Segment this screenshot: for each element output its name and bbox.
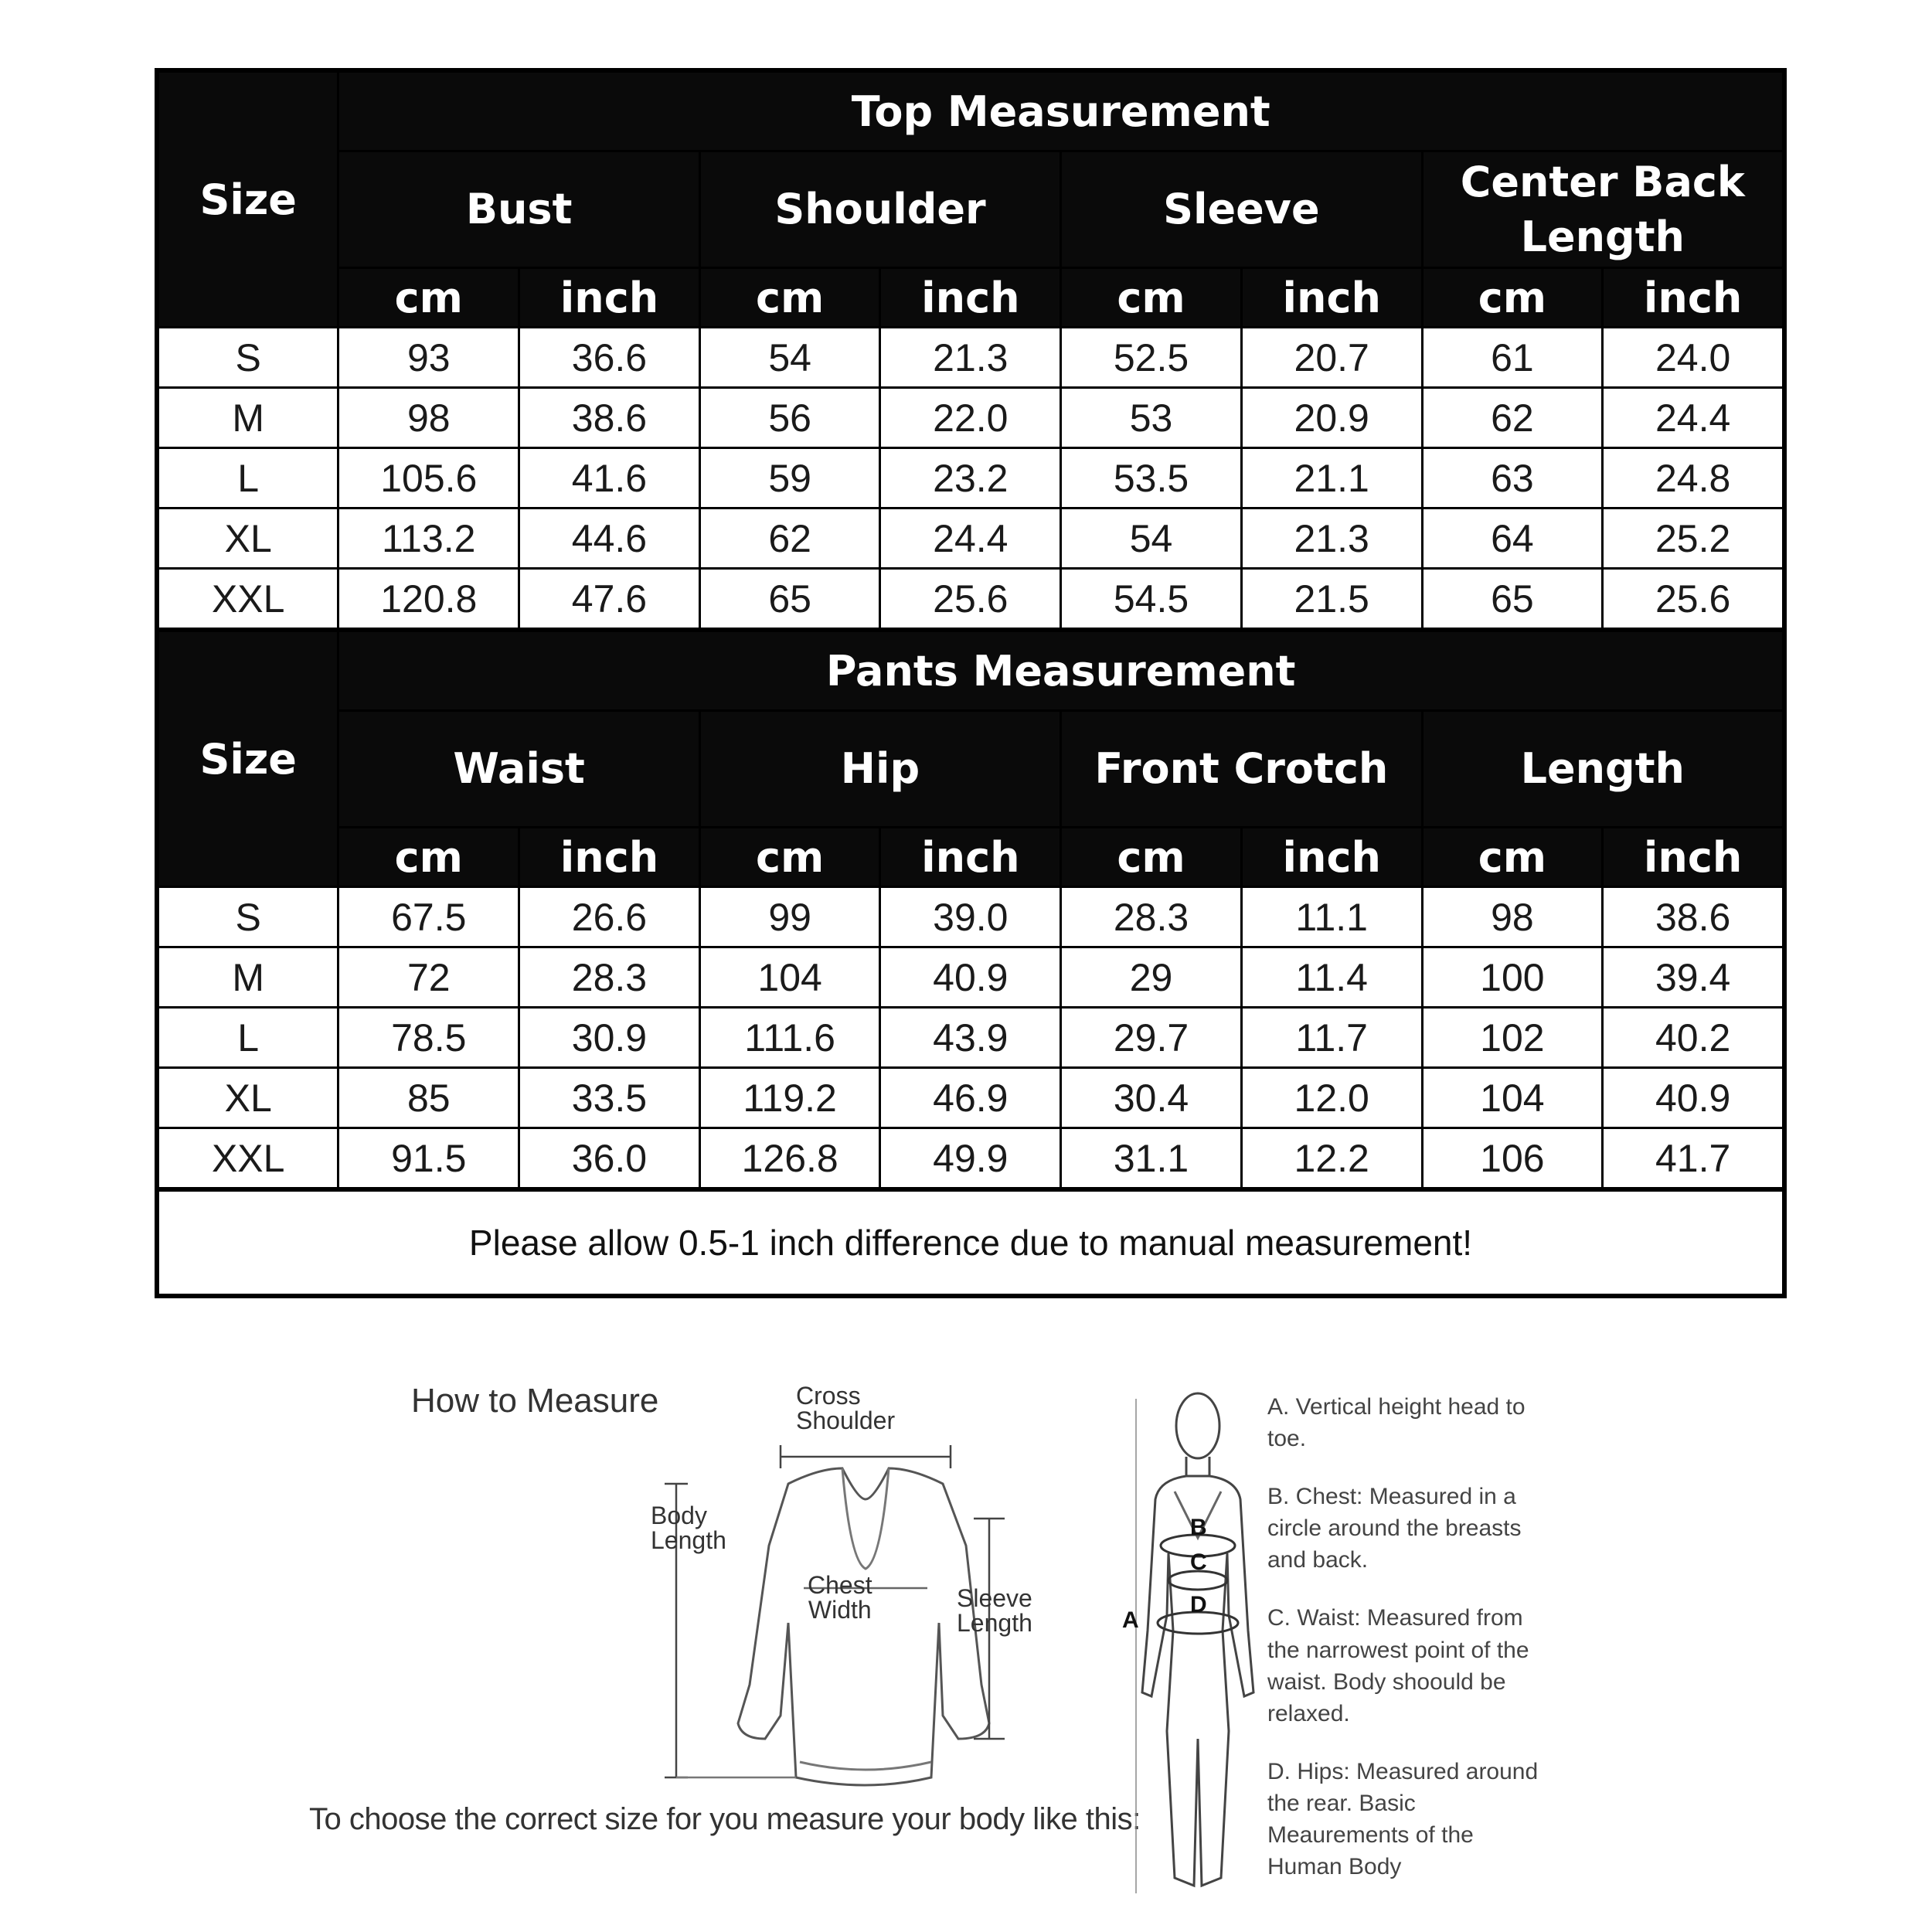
pants-value-cell: 40.9 xyxy=(880,947,1061,1008)
top-value-cell: 22.0 xyxy=(880,388,1061,448)
top-value-cell: 20.9 xyxy=(1241,388,1422,448)
pants-value-cell: 100 xyxy=(1422,947,1603,1008)
pants-value-cell: 46.9 xyxy=(880,1068,1061,1128)
how-to-measure-guide xyxy=(0,1376,1932,1932)
top-value-cell: 21.3 xyxy=(1241,509,1422,569)
pants-value-cell: 39.4 xyxy=(1603,947,1784,1008)
pants-unit-header: cm xyxy=(1061,828,1242,887)
pants-value-cell: 85 xyxy=(338,1068,519,1128)
top-table-row xyxy=(158,509,1784,569)
pants-value-cell: 28.3 xyxy=(1061,887,1242,947)
top-value-cell: 113.2 xyxy=(338,509,519,569)
top-value-cell: 65 xyxy=(1422,569,1603,629)
letter-a: A xyxy=(1122,1607,1139,1633)
top-table-row xyxy=(158,328,1784,388)
top-value-cell: 21.5 xyxy=(1241,569,1422,629)
step-d: D. Hips: Measured around the rear. Basic Meaurements of the Human Body xyxy=(1267,1758,1539,1880)
pants-group-header: Waist xyxy=(338,711,699,828)
top-size-cell: XXL xyxy=(158,569,338,629)
pants-table-row xyxy=(158,1128,1784,1189)
top-value-cell: 24.0 xyxy=(1603,328,1784,388)
letter-b: B xyxy=(1190,1515,1207,1540)
top-unit-header: cm xyxy=(1061,268,1242,328)
pants-table-title: Pants Measurement xyxy=(338,631,1784,711)
top-value-cell: 54 xyxy=(1061,509,1242,569)
top-unit-header: inch xyxy=(880,268,1061,328)
pants-table-row xyxy=(158,1008,1784,1068)
top-unit-header: cm xyxy=(699,268,880,328)
top-unit-header: inch xyxy=(1603,268,1784,328)
top-value-cell: 41.6 xyxy=(519,448,700,509)
step-c: C. Waist: Measured from the narrowest point of the waist. Body shoould be relaxed. xyxy=(1267,1605,1529,1726)
body-length-label: Body Length xyxy=(651,1502,726,1554)
pants-value-cell: 12.2 xyxy=(1241,1128,1422,1189)
top-value-cell: 36.6 xyxy=(519,328,700,388)
top-value-cell: 59 xyxy=(699,448,880,509)
top-unit-header: inch xyxy=(1241,268,1422,328)
pants-unit-header: inch xyxy=(1603,828,1784,887)
top-value-cell: 52.5 xyxy=(1061,328,1242,388)
measurement-steps xyxy=(1267,1391,1546,1909)
pants-value-cell: 91.5 xyxy=(338,1128,519,1189)
top-table-row xyxy=(158,448,1784,509)
top-size-cell: S xyxy=(158,328,338,388)
pants-unit-header: inch xyxy=(880,828,1061,887)
pants-value-cell: 72 xyxy=(338,947,519,1008)
top-value-cell: 93 xyxy=(338,328,519,388)
pants-value-cell: 30.9 xyxy=(519,1008,700,1068)
pants-value-cell: 29 xyxy=(1061,947,1242,1008)
top-unit-header: cm xyxy=(1422,268,1603,328)
top-size-header: Size xyxy=(158,72,338,328)
pants-size-cell: S xyxy=(158,887,338,947)
pants-value-cell: 99 xyxy=(699,887,880,947)
top-value-cell: 98 xyxy=(338,388,519,448)
pants-unit-header: cm xyxy=(699,828,880,887)
top-size-cell: XL xyxy=(158,509,338,569)
top-size-cell: L xyxy=(158,448,338,509)
pants-value-cell: 33.5 xyxy=(519,1068,700,1128)
pants-value-cell: 43.9 xyxy=(880,1008,1061,1068)
top-group-header: Shoulder xyxy=(699,151,1060,268)
how-to-measure-heading: How to Measure xyxy=(411,1382,659,1420)
pants-value-cell: 41.7 xyxy=(1603,1128,1784,1189)
pants-table-row xyxy=(158,947,1784,1008)
top-value-cell: 62 xyxy=(1422,388,1603,448)
pants-size-header: Size xyxy=(158,631,338,887)
pants-group-header: Length xyxy=(1422,711,1783,828)
pants-value-cell: 36.0 xyxy=(519,1128,700,1189)
measurement-note: Please allow 0.5-1 inch difference due to manual measurement! xyxy=(158,1191,1784,1295)
pants-value-cell: 29.7 xyxy=(1061,1008,1242,1068)
top-value-cell: 24.4 xyxy=(1603,388,1784,448)
top-value-cell: 23.2 xyxy=(880,448,1061,509)
top-value-cell: 24.4 xyxy=(880,509,1061,569)
pants-value-cell: 40.9 xyxy=(1603,1068,1784,1128)
pants-size-cell: L xyxy=(158,1008,338,1068)
top-table-title: Top Measurement xyxy=(338,72,1784,151)
shirt-outline-icon xyxy=(738,1468,989,1785)
top-group-header: Bust xyxy=(338,151,699,268)
top-value-cell: 21.1 xyxy=(1241,448,1422,509)
top-table-row xyxy=(158,569,1784,629)
top-table-row xyxy=(158,388,1784,448)
pants-group-header: Front Crotch xyxy=(1061,711,1422,828)
pants-unit-header: inch xyxy=(1241,828,1422,887)
top-value-cell: 61 xyxy=(1422,328,1603,388)
size-chart xyxy=(155,68,1787,1298)
pants-table-row xyxy=(158,1068,1784,1128)
pants-unit-header: inch xyxy=(519,828,700,887)
sleeve-length-label: Sleeve Length xyxy=(957,1584,1032,1637)
pants-value-cell: 12.0 xyxy=(1241,1068,1422,1128)
pants-value-cell: 104 xyxy=(699,947,880,1008)
pants-value-cell: 78.5 xyxy=(338,1008,519,1068)
top-value-cell: 56 xyxy=(699,388,880,448)
top-value-cell: 44.6 xyxy=(519,509,700,569)
pants-value-cell: 38.6 xyxy=(1603,887,1784,947)
top-value-cell: 20.7 xyxy=(1241,328,1422,388)
top-value-cell: 38.6 xyxy=(519,388,700,448)
pants-group-header: Hip xyxy=(699,711,1060,828)
top-value-cell: 65 xyxy=(699,569,880,629)
letter-c: C xyxy=(1190,1549,1207,1575)
chest-width-label: Chest Width xyxy=(808,1571,872,1624)
top-value-cell: 25.2 xyxy=(1603,509,1784,569)
pants-value-cell: 40.2 xyxy=(1603,1008,1784,1068)
pants-value-cell: 31.1 xyxy=(1061,1128,1242,1189)
pants-value-cell: 102 xyxy=(1422,1008,1603,1068)
pants-value-cell: 67.5 xyxy=(338,887,519,947)
top-value-cell: 53.5 xyxy=(1061,448,1242,509)
top-value-cell: 54.5 xyxy=(1061,569,1242,629)
top-size-cell: M xyxy=(158,388,338,448)
letter-d: D xyxy=(1190,1592,1207,1617)
pants-value-cell: 104 xyxy=(1422,1068,1603,1128)
pants-value-cell: 49.9 xyxy=(880,1128,1061,1189)
step-b: B. Chest: Measured in a circle around the breasts and back. xyxy=(1267,1484,1522,1573)
note-table xyxy=(157,1189,1784,1296)
choose-size-instruction: To choose the correct size for you measure your body like this: xyxy=(309,1802,1141,1836)
cross-shoulder-label: Cross Shoulder xyxy=(796,1382,896,1434)
pants-size-cell: M xyxy=(158,947,338,1008)
top-group-header: Center Back Length xyxy=(1422,151,1783,268)
top-value-cell: 105.6 xyxy=(338,448,519,509)
pants-value-cell: 30.4 xyxy=(1061,1068,1242,1128)
top-value-cell: 25.6 xyxy=(880,569,1061,629)
pants-unit-header: cm xyxy=(338,828,519,887)
pants-value-cell: 26.6 xyxy=(519,887,700,947)
body-figure-diagram xyxy=(1113,1383,1267,1909)
top-value-cell: 53 xyxy=(1061,388,1242,448)
pants-value-cell: 98 xyxy=(1422,887,1603,947)
top-value-cell: 47.6 xyxy=(519,569,700,629)
top-measurement-table xyxy=(157,70,1784,630)
top-unit-header: cm xyxy=(338,268,519,328)
pants-size-cell: XXL xyxy=(158,1128,338,1189)
step-a: A. Vertical height head to toe. xyxy=(1267,1394,1526,1452)
pants-value-cell: 126.8 xyxy=(699,1128,880,1189)
pants-value-cell: 28.3 xyxy=(519,947,700,1008)
top-group-header: Sleeve xyxy=(1061,151,1422,268)
pants-size-cell: XL xyxy=(158,1068,338,1128)
pants-unit-header: cm xyxy=(1422,828,1603,887)
pants-value-cell: 11.7 xyxy=(1241,1008,1422,1068)
top-value-cell: 24.8 xyxy=(1603,448,1784,509)
top-value-cell: 62 xyxy=(699,509,880,569)
top-unit-header: inch xyxy=(519,268,700,328)
pants-value-cell: 39.0 xyxy=(880,887,1061,947)
top-value-cell: 63 xyxy=(1422,448,1603,509)
top-value-cell: 21.3 xyxy=(880,328,1061,388)
top-value-cell: 120.8 xyxy=(338,569,519,629)
pants-value-cell: 106 xyxy=(1422,1128,1603,1189)
head-icon xyxy=(1176,1393,1219,1458)
pants-value-cell: 119.2 xyxy=(699,1068,880,1128)
top-value-cell: 64 xyxy=(1422,509,1603,569)
pants-value-cell: 111.6 xyxy=(699,1008,880,1068)
pants-value-cell: 11.4 xyxy=(1241,947,1422,1008)
pants-measurement-table xyxy=(157,630,1784,1189)
pants-value-cell: 11.1 xyxy=(1241,887,1422,947)
top-value-cell: 25.6 xyxy=(1603,569,1784,629)
top-value-cell: 54 xyxy=(699,328,880,388)
pants-table-row xyxy=(158,887,1784,947)
